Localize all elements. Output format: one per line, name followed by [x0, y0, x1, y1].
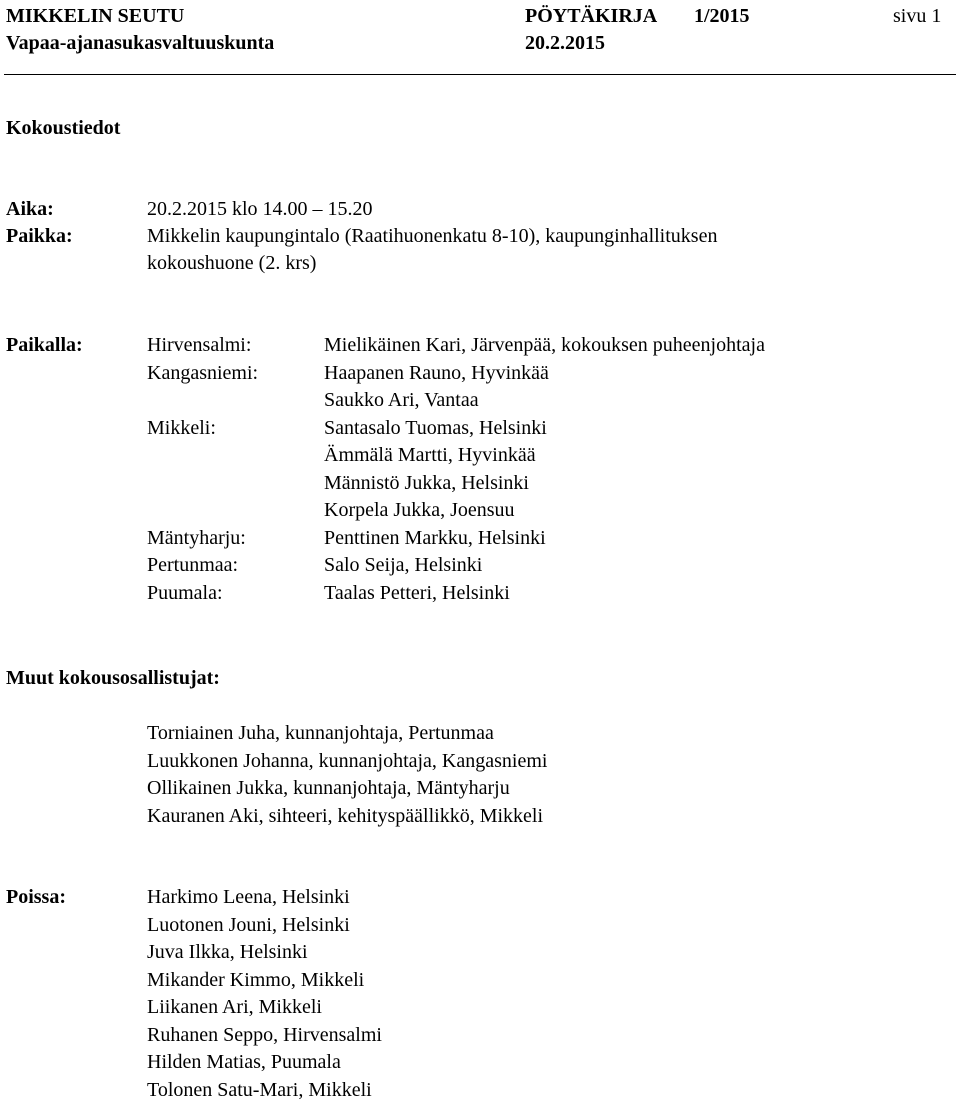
absent-item: Ruhanen Seppo, Hirvensalmi — [147, 1022, 382, 1050]
absent-item: Harkimo Leena, Helsinki — [147, 884, 382, 912]
time-value: 20.2.2015 klo 14.00 – 15.20 — [147, 196, 373, 223]
member-item: Salo Seija, Helsinki — [324, 552, 765, 580]
absent-item: Tolonen Satu-Mari, Mikkeli — [147, 1077, 382, 1104]
municipality-hirvensalmi: Hirvensalmi: — [147, 332, 258, 360]
member-item: Haapanen Rauno, Hyvinkää — [324, 360, 765, 388]
absent-item: Juva Ilkka, Helsinki — [147, 939, 382, 967]
municipality-blank — [147, 442, 258, 470]
header-org: MIKKELIN SEUTU — [6, 3, 184, 30]
present-label: Paikalla: — [6, 332, 83, 359]
municipality-blank — [147, 387, 258, 415]
participant-item: Luukkonen Johanna, kunnanjohtaja, Kangasniemi — [147, 748, 547, 776]
header-doc-number: 1/2015 — [694, 3, 750, 30]
absent-item: Luotonen Jouni, Helsinki — [147, 912, 382, 940]
member-item: Männistö Jukka, Helsinki — [324, 470, 765, 498]
member-item: Saukko Ari, Vantaa — [324, 387, 765, 415]
municipality-mantyharju: Mäntyharju: — [147, 525, 258, 553]
header-page-number: sivu 1 — [893, 3, 941, 30]
place-value-line1: Mikkelin kaupungintalo (Raatihuonenkatu 8-10), kaupunginhallituksen — [147, 223, 717, 250]
header-rule — [4, 74, 956, 75]
present-member-list — [324, 332, 765, 607]
others-label: Muut kokousosallistujat: — [6, 665, 220, 692]
place-label: Paikka: — [6, 223, 73, 250]
participant-item: Torniainen Juha, kunnanjohtaja, Pertunmaa — [147, 720, 547, 748]
header-doc-type: PÖYTÄKIRJA — [525, 3, 657, 30]
absent-item: Liikanen Ari, Mikkeli — [147, 994, 382, 1022]
member-item: Mielikäinen Kari, Järvenpää, kokouksen puheenjohtaja — [324, 332, 765, 360]
participant-item: Kauranen Aki, sihteeri, kehityspäällikkö, Mikkeli — [147, 803, 547, 831]
member-item: Taalas Petteri, Helsinki — [324, 580, 765, 608]
municipality-pertunmaa: Pertunmaa: — [147, 552, 258, 580]
header-date: 20.2.2015 — [525, 30, 605, 57]
municipality-mikkeli: Mikkeli: — [147, 415, 258, 443]
member-item: Korpela Jukka, Joensuu — [324, 497, 765, 525]
others-list — [147, 720, 547, 830]
participant-item: Ollikainen Jukka, kunnanjohtaja, Mäntyharju — [147, 775, 547, 803]
member-item: Santasalo Tuomas, Helsinki — [324, 415, 765, 443]
header-body-name: Vapaa-ajanasukasvaltuuskunta — [6, 30, 274, 57]
absent-item: Mikander Kimmo, Mikkeli — [147, 967, 382, 995]
municipality-kangasniemi: Kangasniemi: — [147, 360, 258, 388]
present-municipality-list — [147, 332, 258, 607]
absent-item: Hilden Matias, Puumala — [147, 1049, 382, 1077]
place-value-line2: kokoushuone (2. krs) — [147, 250, 316, 277]
municipality-blank — [147, 497, 258, 525]
absent-label: Poissa: — [6, 884, 66, 911]
member-item: Penttinen Markku, Helsinki — [324, 525, 765, 553]
time-label: Aika: — [6, 196, 54, 223]
member-item: Ämmälä Martti, Hyvinkää — [324, 442, 765, 470]
section-title: Kokoustiedot — [6, 115, 120, 142]
municipality-blank — [147, 470, 258, 498]
absent-list — [147, 884, 382, 1104]
municipality-puumala: Puumala: — [147, 580, 258, 608]
